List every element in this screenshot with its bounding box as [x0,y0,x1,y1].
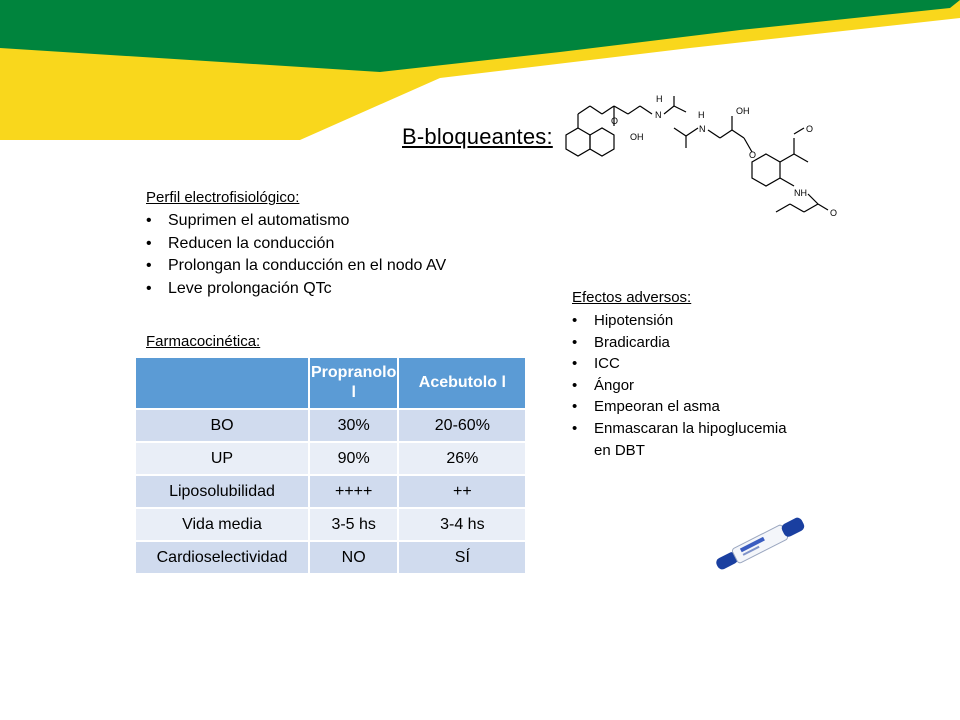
mol-label-h2: H [698,110,705,120]
perfil-heading: Perfil electrofisiológico: [146,189,300,206]
propranolol-structure [566,96,686,156]
pharmacokinetics-table [134,356,527,575]
table-row [135,409,526,442]
mol-label-o3: O [830,208,838,218]
table-header-cell: Acebutolo l [398,357,526,409]
mol-label-nh3: NH [794,188,807,198]
insulin-pen-icon [708,512,812,576]
table-row [135,475,526,508]
efectos-item: • Enmascaran la hipoglucemia en DBT [572,418,792,461]
farmaco-heading: Farmacocinética: [146,333,261,350]
table-cell: UP [135,442,309,475]
table-cell: Cardioselectividad [135,541,309,574]
mol-label-h1: H [656,94,663,104]
mol-label-o1: O [611,116,619,126]
table-cell: SÍ [398,541,526,574]
efectos-heading: Efectos adversos: [572,289,692,306]
table-cell: ++++ [309,475,398,508]
efectos-item: • Ángor [572,375,792,397]
efectos-item: • Bradicardia [572,332,792,354]
table-row [135,508,526,541]
efectos-item: • Hipotensión [572,310,792,332]
table-cell: 30% [309,409,398,442]
table-cell: 3-5 hs [309,508,398,541]
mol-label-oh2: OH [736,106,750,116]
perfil-item: • Reducen la conducción [146,233,446,256]
table-cell: 3-4 hs [398,508,526,541]
table-row [135,442,526,475]
mol-label-oh1: OH [630,132,644,142]
efectos-item: • ICC [572,353,792,375]
table-cell: 26% [398,442,526,475]
table-cell: NO [309,541,398,574]
perfil-item: • Suprimen el automatismo [146,210,446,233]
table-row [135,541,526,574]
page-title: B-bloqueantes: [402,124,553,149]
table-header-cell: Propranolo l [309,357,398,409]
table-cell: Vida media [135,508,309,541]
table-cell: BO [135,409,309,442]
mol-label-o2: O [749,150,757,160]
table-header-cell [135,357,309,409]
table-cell: Liposolubilidad [135,475,309,508]
table-cell: 90% [309,442,398,475]
perfil-item: • Leve prolongación QTc [146,278,446,301]
mol-label-nh2: N [699,124,706,134]
mol-label-o-ketone: O [806,124,814,134]
table-cell: 20-60% [398,409,526,442]
perfil-list [146,210,446,300]
mol-label-nh1: N [655,110,662,120]
table-cell: ++ [398,475,526,508]
molecule-structures-image [556,92,846,232]
perfil-item: • Prolongan la conducción en el nodo AV [146,255,446,278]
efectos-item: • Empeoran el asma [572,396,792,418]
table-header-row [135,357,526,409]
efectos-list [572,310,792,461]
